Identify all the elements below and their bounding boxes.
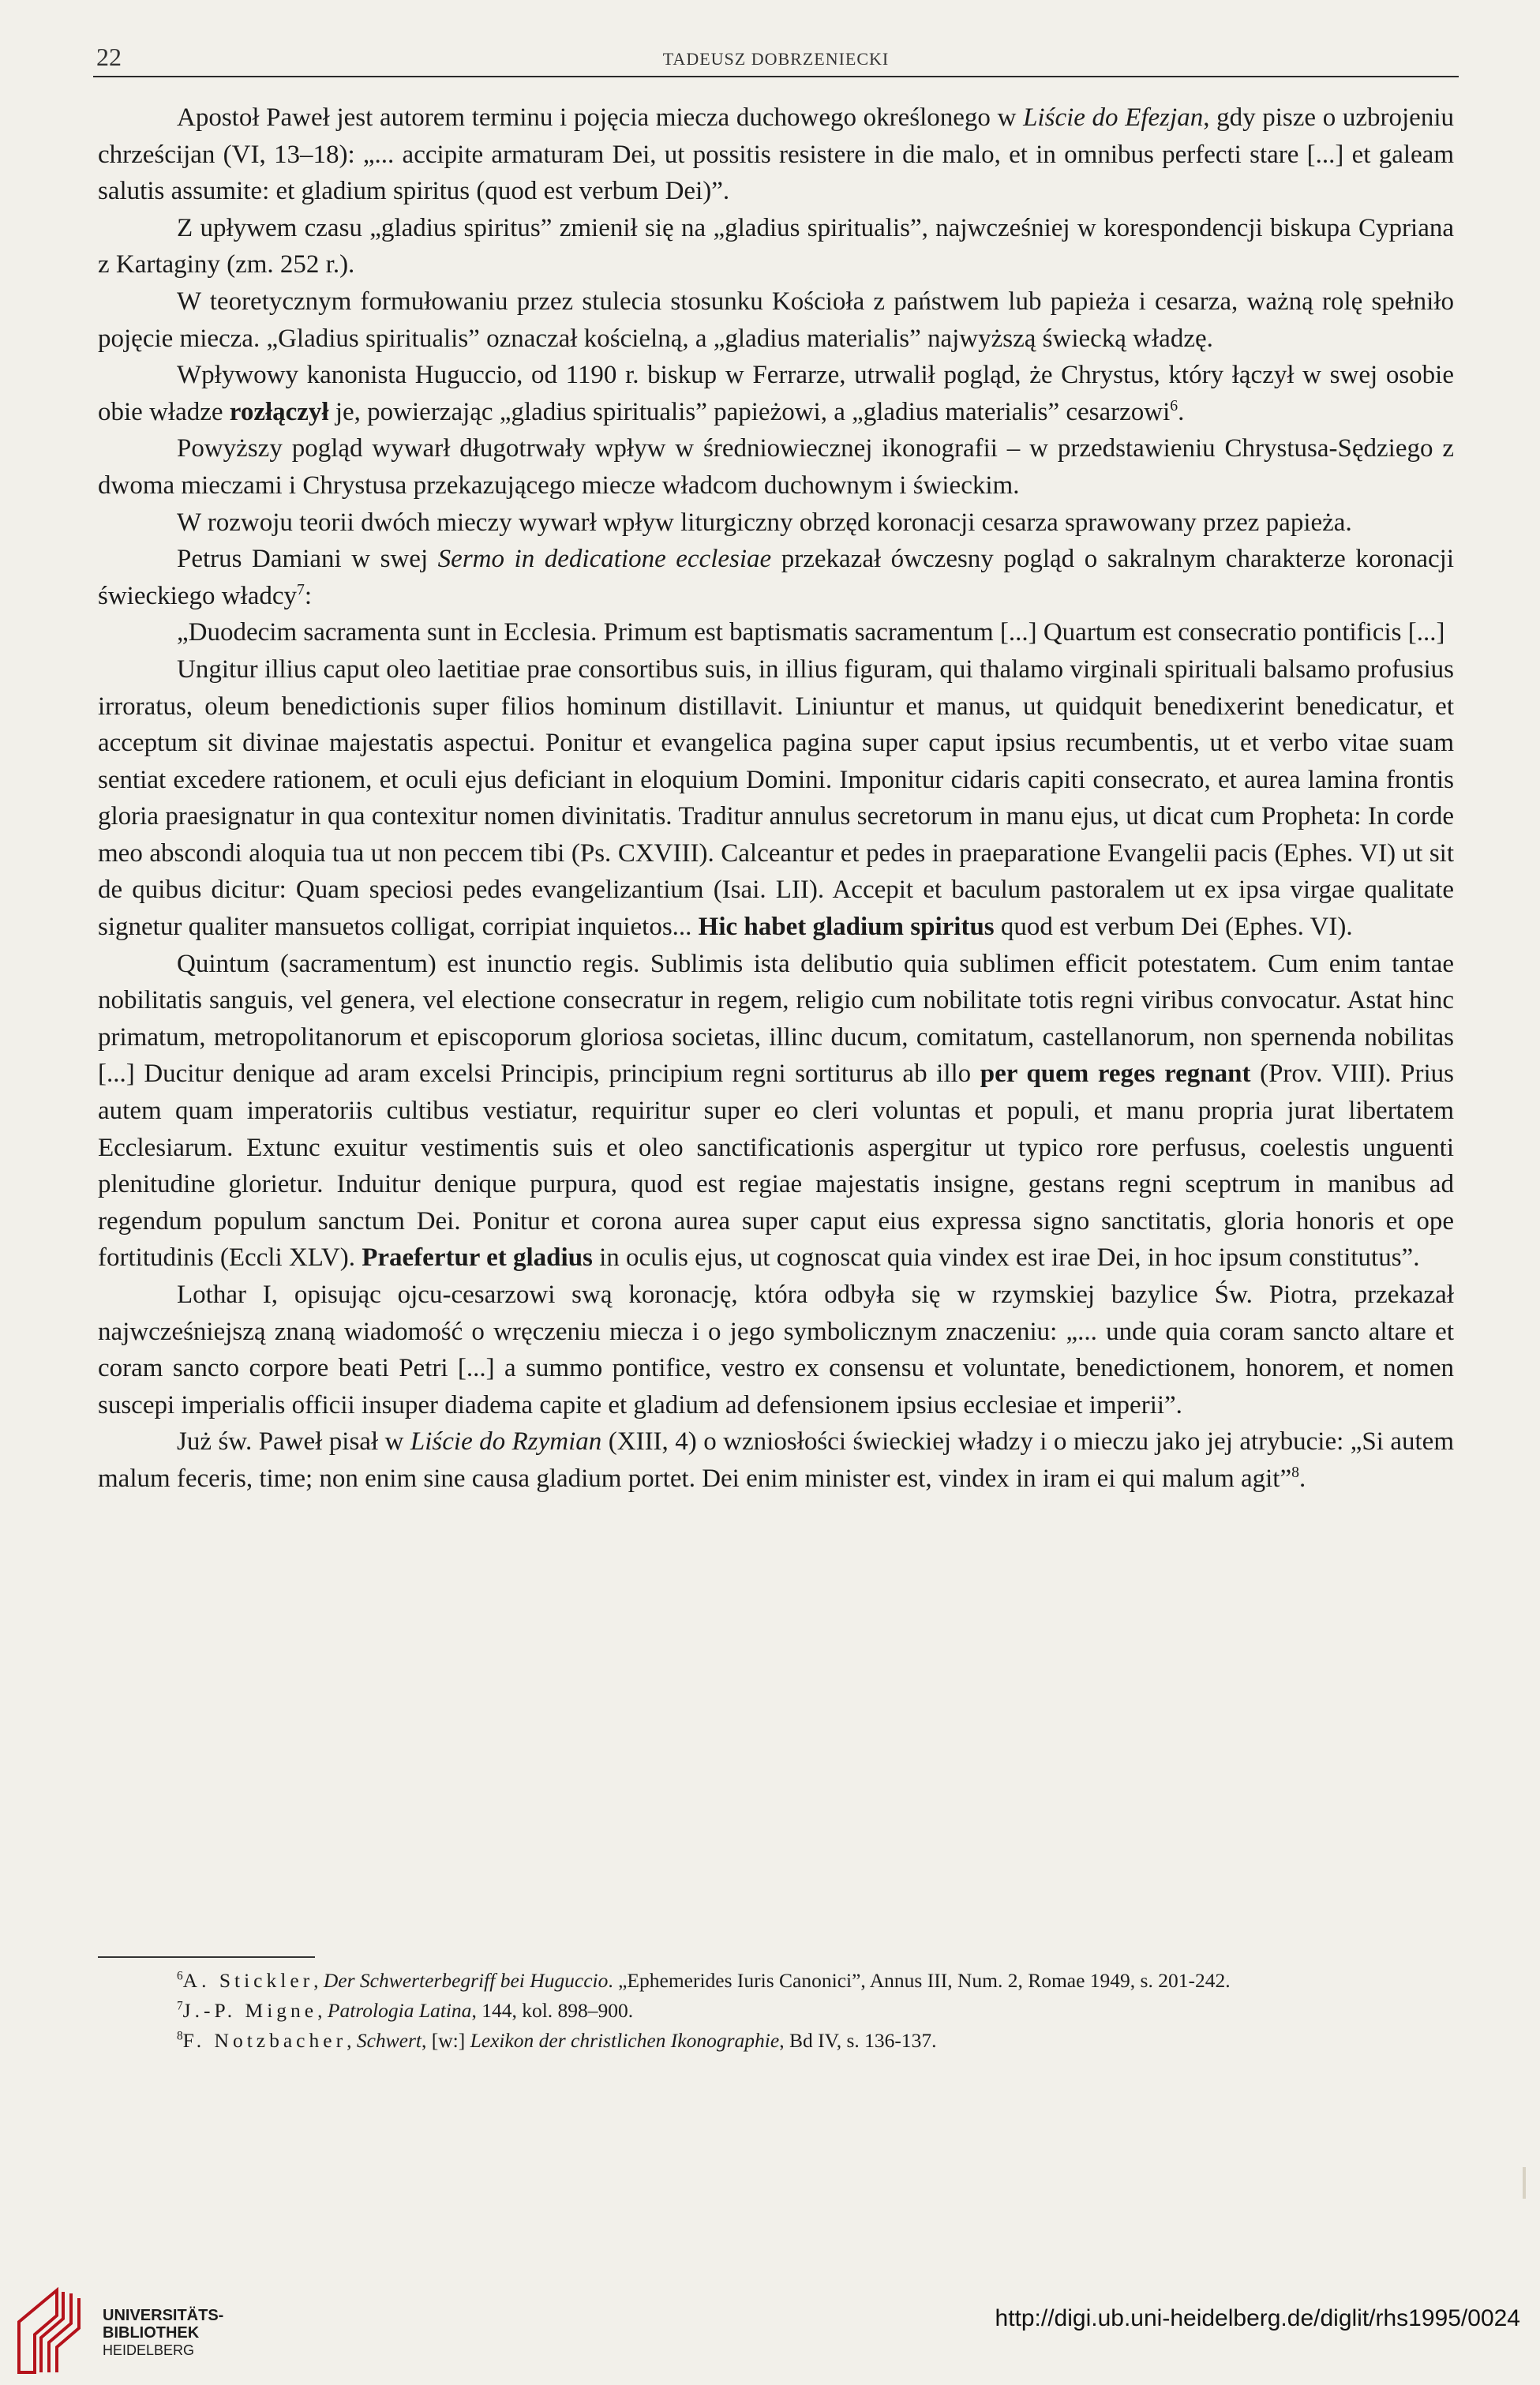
page-number: 22 — [96, 43, 122, 71]
paragraph-5: Powyższy pogląd wywarł długotrwały wpływ w średniowiecznej ikonografii – w przedstawieniu Chrystusa-Sędziego z dwoma mieczami i Chrystusa przekazującego miecze władcom duchownym i świeckim. — [98, 434, 1454, 500]
paragraph-6: W rozwoju teorii dwóch mieczy wywarł wpływ liturgiczny obrzęd koronacji cesarza sprawowany przez papieża. — [177, 508, 1352, 537]
quote-paragraph-1: „Duodecim sacramenta sunt in Ecclesia. Primum est baptismatis sacramentum [...] Quartum est consecratio pontificis [...] — [177, 618, 1445, 647]
footnote-8: $^8$F. Notzbacher, Schwert, [w:] Lexikon der christlichen Ikonographie, Bd IV, s. 136-137. — [177, 2029, 937, 2052]
body-text — [98, 99, 1454, 1498]
footnote-separator — [98, 1956, 315, 1958]
footnote-ref-6: 6 — [1170, 396, 1178, 414]
source-url-link[interactable]: http://digi.ub.uni-heidelberg.de/diglit/rhs1995/0024 — [995, 2305, 1520, 2331]
scan-edge-mark — [1523, 2167, 1526, 2199]
running-header — [93, 41, 1459, 77]
running-head-author: TADEUSZ DOBRZENIECKI — [662, 49, 890, 69]
paragraph-4: Wpływowy kanonista Huguccio, od 1190 r. biskup w Ferrarze, utrwalił pogląd, że Chrystus, który łączył w swej osobie obie władze rozłączył je, powierzając „gladius spiritualis” papieżowi, a „gladius materialis” cesarzowi$^6$. — [98, 361, 1454, 426]
footnote-6: $^6$A. Stickler, Der Schwerterbegriff bei Huguccio. „Ephemerides Iuris Canonici”, Annus III, Num. 2, Romae 1949, s. 201-242. — [177, 1969, 1231, 1992]
paragraph-7: Petrus Damiani w swej Sermo in dedicatione ecclesiae przekazał ówczesny pogląd o sakralnym charakterze koronacji świeckiego władcy$^7$: — [98, 545, 1454, 610]
paragraph-romans: Już św. Paweł pisał w Liście do Rzymian (XIII, 4) o wzniosłości świeckiej władzy i o mieczu jako jej atrybucie: „Si autem malum feceris, time; non enim sine causa gladium portet. Dei enim minister est, vindex in iram ei qui malum agit”$^8$. — [98, 1427, 1454, 1493]
footnote-ref-7: 7 — [297, 580, 305, 598]
paragraph-1: Apostoł Paweł jest autorem terminu i pojęcia miecza duchowego określonego w Liście do Efezjan, gdy pisze o uzbrojeniu chrześcijan (VI, 13–18): „... accipite armaturam Dei, ut possitis resistere in die malo, et in omnibus perfecti stare [...] et galeam salutis assumite: et gladium spiritus (quod est verbum Dei)”. — [98, 103, 1454, 206]
paragraph-3: W teoretycznym formułowaniu przez stulecia stosunku Kościoła z państwem lub papieża i cesarza, ważną rolę spełniło pojęcie miecza. „Gladius spiritualis” oznaczał kościelną, a „gladius materialis” najwyższą świecką władzę. — [98, 287, 1454, 353]
paragraph-lothar: Lothar I, opisując ojcu-cesarzowi swą koronację, która odbyła się w rzymskiej bazylice Św. Piotra, przekazał najwcześniejszą znaną wiadomość o wręczeniu miecza i o jego symbolicznym znaczeniu: „... unde quia coram sancto altare et coram sancto corpore beati Petri [...] a summo pontifice, vestro ex consensu et voluntate, benedictionem, honorem, et nomen suscepi imperialis officii insuper diadema capite et gladium ad defensionem ipsius ecclesiae et imperii”. — [98, 1281, 1454, 1419]
quote-paragraph-2: Ungitur illius caput oleo laetitiae prae consortibus suis, in illius figuram, qui thalamo virginali spirituali balsamo profusius irroratus, oleum benedictionis super filios hominum distillavit. Liniuntur et manus, ut quidquit benedixerint benedicatur, et acceptum sit divinae majestatis aspectui. Ponitur et evangelica pagina super caput ipsius recumbentis, ut et verbo vitae suam sentiat excedere rationem, et oculi ejus deficiant in eloquium Domini. Imponitur cidaris capiti consecrato, et aurea lamina frontis gloria praesignatur in qua contexitur nomen divinitatis. Traditur annulus secretorum in manu ejus, ut dicat cum Propheta: In corde meo abscondi aloquia tua ut non peccem tibi (Ps. CXVIII). Calceantur et pedes in praeparatione Evangelii pacis (Ephes. VI) ut sit de quibus dicitur: Quam speciosi pedes evangelizantium (Isai. LII). Accepit et baculum pastoralem ut ex ipsa virgae qualitate signetur qualiter mansuetos colligat, corripiat inquietos... Hic habet gladium spiritus quod est verbum Dei (Ephes. VI). — [98, 654, 1454, 942]
library-logo-icon[interactable] — [11, 2284, 93, 2377]
library-name: UNIVERSITÄTS- BIBLIOTHEK HEIDELBERG — [103, 2307, 224, 2358]
paragraph-2: Z upływem czasu „gladius spiritus” zmienił się na „gladius spiritualis”, najwcześniej w korespondencji biskupa Cypriana z Kartaginy (zm. 252 r.). — [98, 213, 1454, 279]
quote-paragraph-3: Quintum (sacramentum) est inunctio regis. Sublimis ista delibutio quia sublimen efficit potestatem. Cum enim tantae nobilitatis sanguis, vel genera, vel electione consecratur in regem, religio cum nobilitate totis regni viribus convocatur. Astat hinc primatum, metropolitanorum et episcoporum gloriosa societas, illinc ducum, comitatum, castellanorum, non spernenda nobilitas [...] Ducitur denique ad aram excelsi Principis, principium regni sortiturus ab illo per quem reges regnant (Prov. VIII). Prius autem quam imperatoriis cultibus vestiatur, requiritur super eo cleri voluntas et populi, et manu propria jurat libertatem Ecclesiarum. Extunc exuitur vestimentis suis et oleo sanctificationis aspergitur ut typico rore perfusus, coelestis unguenti plenitudine glorietur. Induitur denique purpura, quod est regiae majestatis insigne, gestans regni sceptrum in manibus ad regendum populum sanctum Dei. Ponitur et corona aurea super caput eius expressa signo sanctitatis, gloria honoris et ope fortitudinis (Eccli XLV). Praefertur et gladius in oculis ejus, ut cognoscat quia vindex est irae Dei, in hoc ipsum constitutus”. — [98, 949, 1454, 1273]
footnote-ref-8: 8 — [1291, 1463, 1300, 1481]
footnote-7: $^7$J.-P. Migne, Patrologia Latina, 144, kol. 898–900. — [177, 1999, 634, 2022]
footnotes — [98, 1966, 1454, 2056]
